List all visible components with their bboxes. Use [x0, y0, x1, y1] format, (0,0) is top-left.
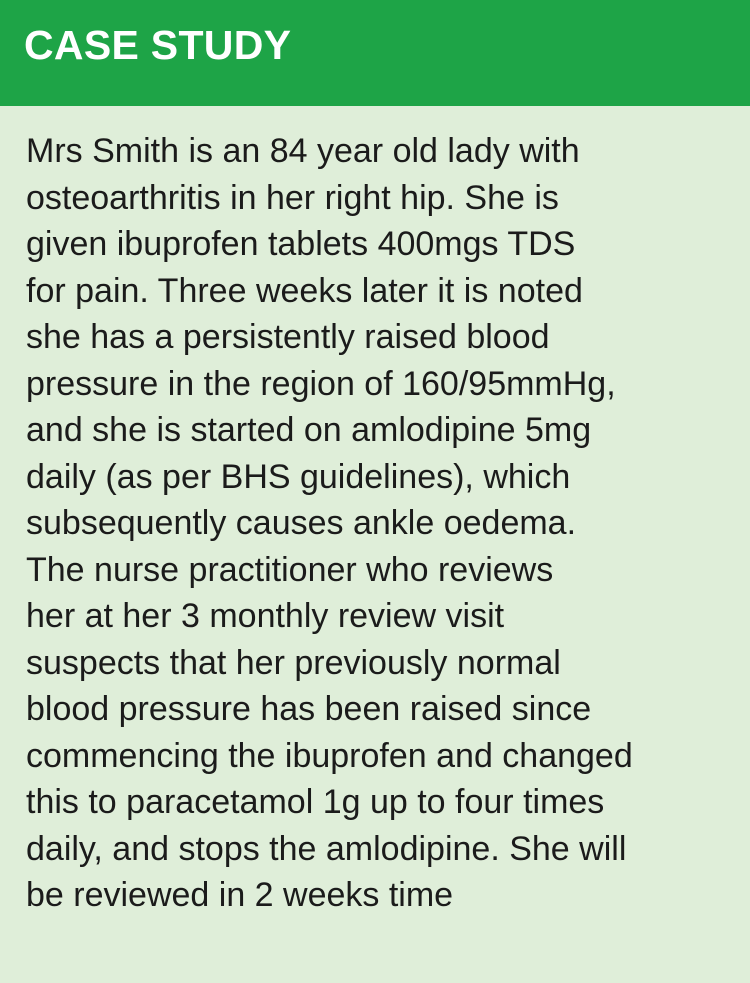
case-text-line: daily, and stops the amlodipine. She will: [26, 829, 627, 868]
case-text-line: Mrs Smith is an 84 year old lady with: [26, 132, 580, 170]
case-text-line: be reviewed in 2 weeks time: [26, 876, 454, 914]
case-text-line: daily (as per BHS guidelines), which: [26, 457, 571, 496]
case-text-line: subsequently causes ankle oedema.: [26, 504, 577, 542]
case-text-line: commencing the ibuprofen and changed: [26, 736, 633, 775]
case-text-line: osteoarthritis in her right hip. She is: [26, 178, 559, 217]
case-text-line: The nurse practitioner who reviews: [26, 550, 554, 589]
case-study-text: [26, 128, 750, 919]
case-text-line: her at her 3 monthly review visit: [26, 597, 505, 635]
case-text-line: this to paracetamol 1g up to four times: [26, 783, 605, 821]
case-study-title: CASE STUDY: [24, 22, 292, 68]
case-text-line: suspects that her previously normal: [26, 643, 561, 682]
case-text-line: given ibuprofen tablets 400mgs TDS: [26, 225, 576, 263]
case-text-line: she has a persistently raised blood: [26, 318, 550, 356]
case-text-line: and she is started on amlodipine 5mg: [26, 411, 592, 449]
case-text-line: blood pressure has been raised since: [26, 690, 592, 728]
case-text-line: for pain. Three weeks later it is noted: [26, 271, 583, 310]
case-text-line: pressure in the region of 160/95mmHg,: [26, 364, 616, 403]
